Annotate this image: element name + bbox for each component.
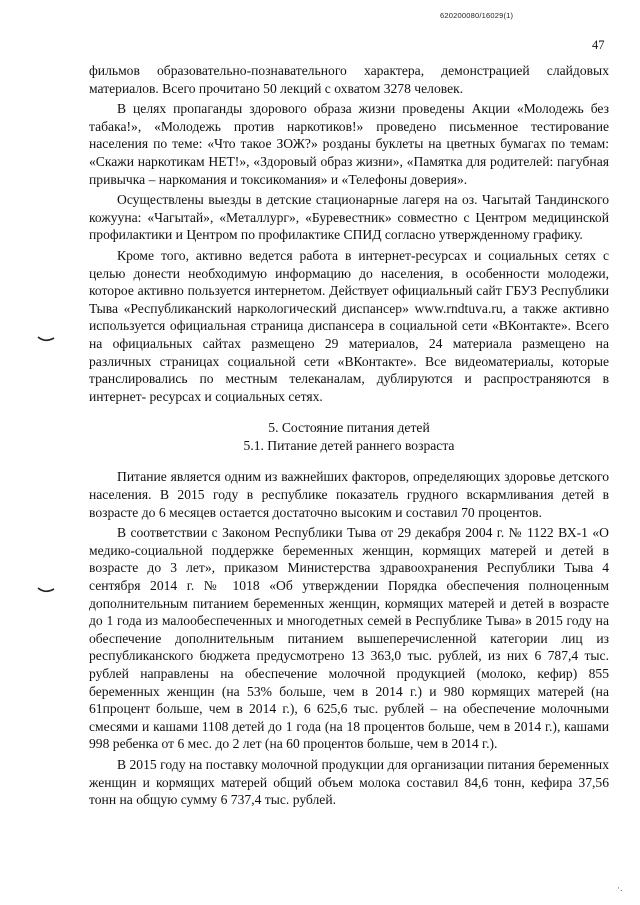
paragraph: В целях пропаганды здорового образа жизни проведены Акции «Молодежь без табака!», «Молодежь против наркотиков!» проведено письменное тестирование населения по теме: «Что такое ЗОЖ?» розданы буклеты на цветных бумагах по темам: «Скажи наркотикам НЕТ!», «Здоровый образ жизни», «Памятка для родителей: пагубная привычка – наркомания и токсикомания» и «Телефоны доверия».	[89, 101, 609, 187]
section-headings	[89, 419, 609, 454]
paragraph: Кроме того, активно ведется работа в интернет-ресурсах и социальных сетях с целью донести необходимую информацию до населения, в особенности молодежи, которое активно пользуется интернетом. Действует официальный сайт ГБУЗ Республики Тыва «Республиканский наркологический диспансер» www.rndtuva.ru, а также активно используется официальная страница диспансера в социальной сети «ВКонтакте». Всего на официальных сайтах размещено 29 материалов, 24 материала размещено на различных страницах социальной сети «ВКонтакте». Все видеоматериалы, которые транслировались по местным телеканалам, дублируются и распространяются в интернет- ресурсах и социальных сетях.	[89, 247, 609, 404]
page-number: 47	[592, 38, 605, 52]
scan-artifact-mark: ·.	[617, 884, 623, 894]
margin-check-mark	[37, 334, 55, 344]
paragraph: В 2015 году на поставку молочной продукции для организации питания беременных женщин и кормящих матерей общий объем молока составил 84,6 тонн, кефира 37,56 тонн на общую сумму 6 737,4 тыс. рублей.	[89, 756, 609, 808]
paragraph: В соответствии с Законом Республики Тыва от 29 декабря 2004 г. № 1122 ВХ-1 «О медико-социальной поддержке беременных женщин, кормящих матерей и детей в возрасте до 3 лет», приказом Министерства здравоохранения Республики Тыва 4 сентября 2014 г. № 1018 «Об утверждении Порядка обеспечения полноценным дополнительным питанием беременных женщин, кормящих матерей и детей в возрасте до 1 года из малообеспеченных и многодетных семей в Республике Тыва» в 2015 году на обеспечение дополнительным питанием вышеперечисленной категории лиц из республиканского бюджета предусмотрено 13 363,0 тыс. рублей, из них 6 787,4 тыс. рублей направлены на обеспечение молочной продукцией (молоко, кефир) 855 беременных женщин (на 53% больше, чем в 2014 г.) и 980 кормящих матерей (на 61процент больше, чем в 2014 г.), 6 625,6 тыс. рублей – на обеспечение молочными смесями и кашами 1108 детей до 1 года (на 18 процентов больше, чем в 2014 г.), кашами 998 ребенка от 6 мес. до 2 лет (на 60 процентов больше, чем в 2014 г.).	[89, 525, 609, 752]
document-id: 620200080/16029(1)	[440, 11, 514, 20]
paragraph: фильмов образовательно-познавательного характера, демонстрацией слайдовых материалов. Всего прочитано 50 лекций с охватом 3278 человек.	[89, 63, 609, 96]
paragraph: Питание является одним из важнейших факторов, определяющих здоровье детского населения. В 2015 году в республике показатель грудного вскармливания детей в возрасте до 6 месяцев остается достаточно высоким и составил 70 процентов.	[89, 469, 609, 520]
section-heading: 5. Состояние питания детей	[268, 420, 430, 436]
subsection-heading: 5.1. Питание детей раннего возраста	[243, 437, 455, 453]
margin-check-mark	[37, 585, 55, 595]
paragraph: Осуществлены выезды в детские стационарные лагеря на оз. Чагытай Тандинского кожууна: «Чагытай», «Металлург», «Буревестник» совместно с Центром медицинской профилактики и Центром по профилактике СПИД согласно утвержденному графику.	[89, 192, 609, 243]
document-body	[89, 62, 609, 812]
